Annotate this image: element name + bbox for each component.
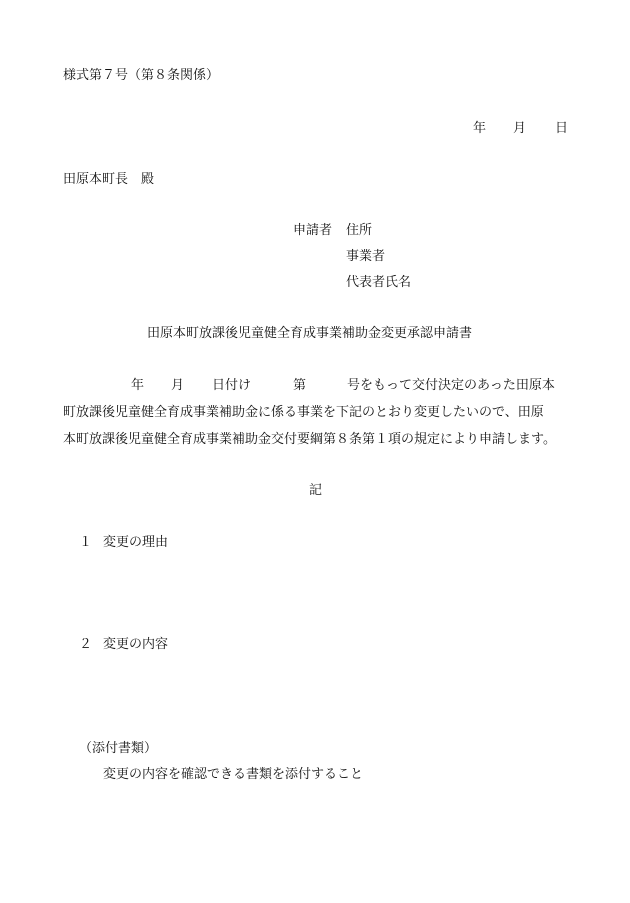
attachments-text: 変更の内容を確認できる書類を添付すること [103,767,364,782]
body-line-1 [0,378,630,394]
date-month-label: 月 [513,121,527,136]
applicant-address-label: 住所 [346,223,373,238]
applicant-representative-label: 代表者氏名 [346,275,412,290]
body-month-label: 月 [171,378,185,393]
date-day-label: 日 [555,121,569,136]
item-label: 変更の内容 [103,637,169,652]
body-dated-label: 日付け [212,378,252,393]
attachments-heading: （添付書類） [79,741,158,756]
body-line-3: 本町放課後児童健全育成事業補助金交付要綱第８条第１項の規定により申請します。 [63,432,556,447]
date-year-label: 年 [473,121,487,136]
body-year-label: 年 [131,378,145,393]
item-number: ２ [79,637,93,652]
body-line-2: 町放課後児童健全育成事業補助金に係る事業を下記のとおり変更したいので、田原 [63,405,544,420]
form-label: 様式第７号（第８条関係） [63,68,220,83]
body-number-prefix: 第 [293,378,307,393]
document-title: 田原本町放課後児童健全育成事業補助金変更承認申請書 [147,326,473,341]
date-row [0,121,630,137]
body-line1-rest: 号をもって交付決定のあった田原本 [347,378,555,393]
addressee: 田原本町長 殿 [63,172,155,187]
ki-heading: 記 [309,483,323,498]
applicant-business-label: 事業者 [346,249,386,264]
applicant-role: 申請者 [293,223,333,238]
item-label: 変更の理由 [103,535,169,550]
item-number: １ [79,535,93,550]
